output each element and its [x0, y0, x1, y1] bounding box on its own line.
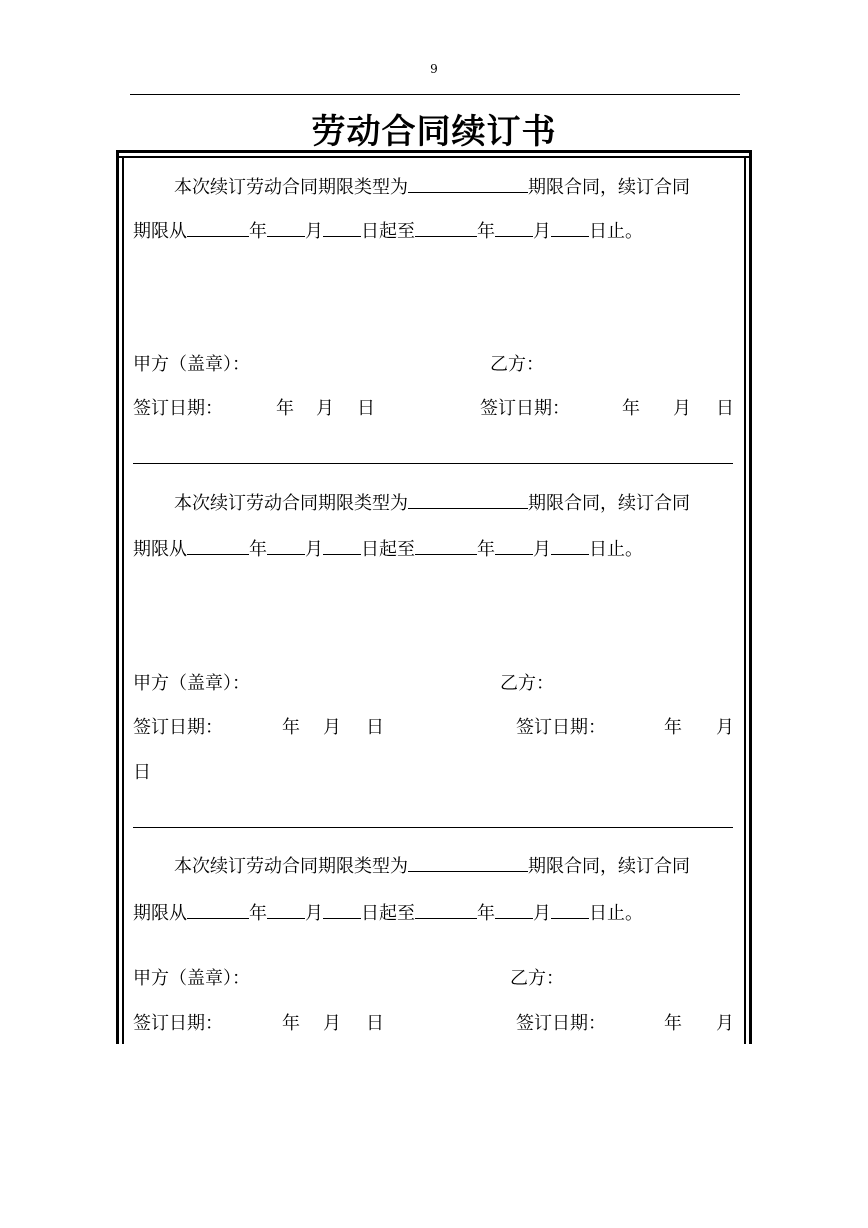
- party-b-date-year: 年: [664, 1013, 682, 1034]
- start-day-blank[interactable]: [323, 900, 361, 919]
- party-b-date-month: 月: [673, 398, 691, 419]
- end-month-blank[interactable]: [495, 536, 533, 555]
- party-a-date-year: 年: [282, 1013, 300, 1034]
- section-divider: [133, 463, 733, 464]
- party-a-label: 甲方（盖章）：: [133, 968, 250, 989]
- party-a-sign-date: 签订日期：: [133, 398, 223, 419]
- section-divider: [133, 827, 733, 828]
- contract-type-blank[interactable]: [408, 174, 528, 193]
- party-a-date-month: 月: [323, 1013, 341, 1034]
- document-title: 劳动合同续订书: [311, 112, 557, 152]
- party-b-date-day: 日: [716, 398, 734, 419]
- start-year-blank[interactable]: [187, 218, 249, 237]
- end-month-blank[interactable]: [495, 900, 533, 919]
- party-b-date-year: 年: [664, 717, 682, 738]
- renewal-intro-line: 本次续订劳动合同期限类型为 期限合同，续订合同: [174, 853, 690, 878]
- renewal-intro-line: 本次续订劳动合同期限类型为 期限合同，续订合同: [174, 490, 690, 515]
- end-year-blank[interactable]: [415, 900, 477, 919]
- contract-type-blank[interactable]: [408, 490, 528, 509]
- party-b-label: 乙方：: [510, 968, 564, 989]
- party-a-date-month: 月: [316, 398, 334, 419]
- start-year-blank[interactable]: [187, 900, 249, 919]
- party-b-label: 乙方：: [490, 354, 544, 375]
- party-b-date-month: 月: [716, 717, 734, 738]
- end-day-blank[interactable]: [551, 536, 589, 555]
- header-rule: [130, 94, 740, 95]
- party-b-sign-date: 签订日期：: [516, 1013, 606, 1034]
- start-year-blank[interactable]: [187, 536, 249, 555]
- start-month-blank[interactable]: [267, 900, 305, 919]
- party-a-date-year: 年: [276, 398, 294, 419]
- start-month-blank[interactable]: [267, 536, 305, 555]
- party-a-label: 甲方（盖章）：: [133, 354, 250, 375]
- party-a-date-month: 月: [323, 717, 341, 738]
- party-b-sign-date: 签订日期：: [480, 398, 570, 419]
- party-a-sign-date: 签订日期：: [133, 717, 223, 738]
- start-day-blank[interactable]: [323, 218, 361, 237]
- contract-type-blank[interactable]: [408, 853, 528, 872]
- party-b-date-month: 月: [716, 1013, 734, 1034]
- renewal-intro-line: 本次续订劳动合同期限类型为 期限合同，续订合同: [174, 174, 690, 199]
- party-b-date-day: 日: [133, 762, 151, 783]
- party-a-label: 甲方（盖章）：: [133, 673, 250, 694]
- end-year-blank[interactable]: [415, 536, 477, 555]
- party-b-date-year: 年: [622, 398, 640, 419]
- end-day-blank[interactable]: [551, 218, 589, 237]
- party-a-date-day: 日: [366, 717, 384, 738]
- renewal-period-line: 期限从 年 月 日起至 年 月 日止。: [133, 536, 643, 561]
- party-a-date-year: 年: [282, 717, 300, 738]
- start-month-blank[interactable]: [267, 218, 305, 237]
- renewal-period-line: 期限从 年 月 日起至 年 月 日止。: [133, 900, 643, 925]
- party-a-sign-date: 签订日期：: [133, 1013, 223, 1034]
- end-year-blank[interactable]: [415, 218, 477, 237]
- end-month-blank[interactable]: [495, 218, 533, 237]
- party-b-label: 乙方：: [500, 673, 554, 694]
- end-day-blank[interactable]: [551, 900, 589, 919]
- renewal-period-line: 期限从 年 月 日起至 年 月 日止。: [133, 218, 643, 243]
- party-a-date-day: 日: [366, 1013, 384, 1034]
- party-b-sign-date: 签订日期：: [516, 717, 606, 738]
- page-number: 9: [430, 62, 438, 76]
- start-day-blank[interactable]: [323, 536, 361, 555]
- party-a-date-day: 日: [357, 398, 375, 419]
